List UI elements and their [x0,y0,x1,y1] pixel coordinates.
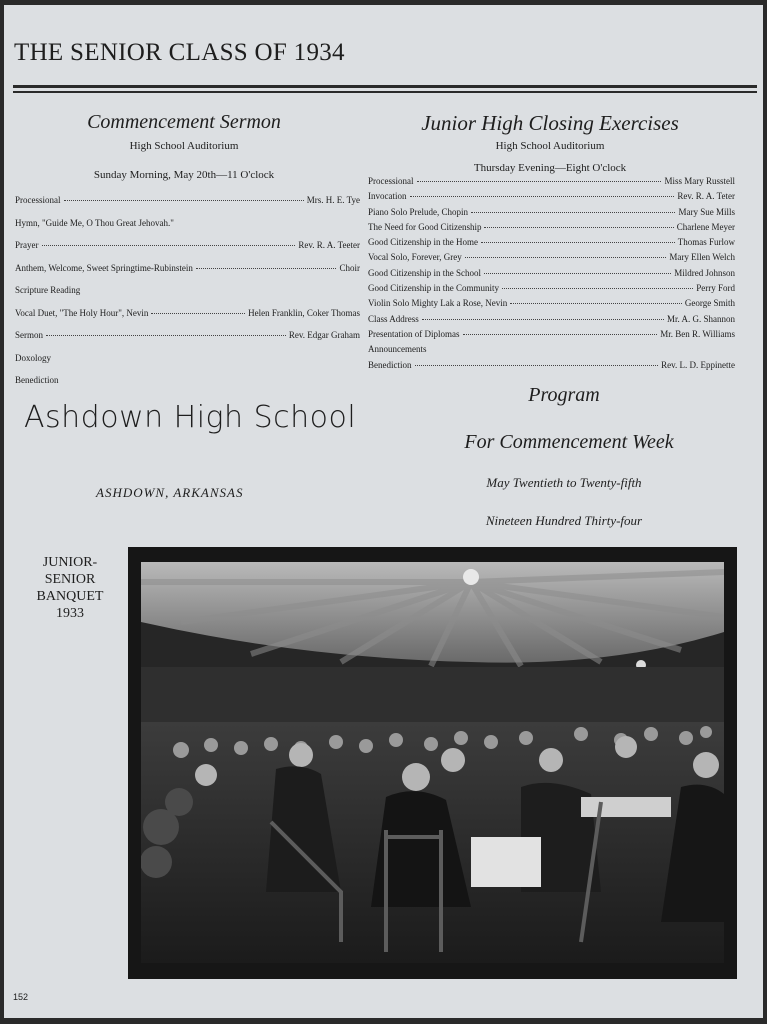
program-item-performer: Mr. Ben R. Williams [660,328,735,339]
title-rule-thick [13,85,757,88]
program-item [368,268,735,283]
program-item-performer: Perry Ford [696,283,735,294]
program-item-label: Class Address [368,313,419,324]
banquet-caption-line: 1933 [56,606,84,621]
program-item [368,314,735,329]
program-item-label: Piano Solo Prelude, Chopin [368,206,469,217]
program-item [15,218,360,241]
program-item [368,207,735,222]
program-item-label: Vocal Duet, "The Holy Hour", Nevin [15,307,149,318]
program-item [15,240,360,263]
leader-dots [196,267,337,269]
banquet-caption-line: BANQUET [36,589,104,604]
leader-dots [417,180,662,182]
program-item-performer: Mildred Johnson [674,267,735,278]
banquet-caption [14,554,126,622]
leader-dots [422,318,664,320]
program-item-performer: Miss Mary Russtell [664,176,735,186]
program-item-performer: Mary Sue Mills [678,206,735,217]
program-item [368,252,735,267]
program-item-label: Announcements [368,344,427,355]
program-item-label: Anthem, Welcome, Sweet Springtime-Rubinstein [15,262,193,273]
program-item [15,330,360,353]
banquet-photo [141,562,724,963]
banquet-photo-frame [128,547,737,979]
program-item [368,329,735,344]
school-location: ASHDOWN, ARKANSAS [96,485,244,500]
program-item-label: Good Citizenship in the School [368,267,481,278]
program-item [15,353,360,376]
banquet-photo-illustration [141,562,724,963]
program-item-performer: Helen Franklin, Coker Thomas [248,307,360,318]
closing-location: High School Auditorium [495,140,605,152]
program-item-performer: Choir [339,262,360,273]
leader-dots [481,241,675,243]
leader-dots [471,211,675,213]
leader-dots [42,244,296,246]
leader-dots [46,334,286,336]
leader-dots [463,333,658,335]
program-item-label: Processional [15,195,61,205]
program-item-performer: Mrs. H. E. Tye [306,195,360,205]
school-name: Ashdown High School [24,400,357,435]
program-item [368,283,735,298]
program-item-performer: Rev. Edgar Graham [288,330,360,340]
yearbook-page [4,5,763,1018]
program-item [368,360,735,375]
program-item [15,263,360,286]
program-item-performer: Rev. R. A. Teeter [298,240,360,250]
program-item-label: Sermon [15,330,43,340]
program-year: Nineteen Hundred Thirty-four [485,513,643,528]
program-item-label: Doxology [15,352,51,363]
leader-dots [502,287,693,289]
program-subtitle: For Commencement Week [464,431,674,453]
leader-dots [415,364,659,366]
sermon-location: High School Auditorium [129,140,239,152]
program-title: Program [528,384,600,406]
program-item-label: Processional [368,176,414,186]
program-item-label: Benediction [15,375,59,385]
sermon-program-list [15,195,360,398]
program-item-label: Hymn, "Guide Me, O Thou Great Jehovah." [15,217,174,228]
program-item-label: Benediction [368,359,412,370]
page-title: THE SENIOR CLASS OF 1934 [14,39,345,66]
closing-heading: Junior High Closing Exercises [421,111,679,135]
program-item [368,191,735,206]
program-item-performer: Charlene Meyer [676,221,735,232]
sermon-time: Sunday Morning, May 20th—11 O'clock [93,169,275,181]
program-item [368,176,735,191]
program-item-label: Good Citizenship in the Community [368,283,499,294]
program-item [15,195,360,218]
program-item [15,285,360,308]
page-number: 152 [13,992,29,1002]
closing-time: Thursday Evening—Eight O'clock [473,162,627,174]
leader-dots [151,312,245,314]
program-item-performer: Mr. A. G. Shannon [666,313,735,324]
program-item-label: Vocal Solo, Forever, Grey [368,252,462,263]
leader-dots [510,302,682,304]
program-item-label: Scripture Reading [15,285,81,295]
program-dates: May Twentieth to Twenty-fifth [486,475,642,490]
program-item [15,308,360,331]
program-item-performer: Rev. R. A. Teter [677,191,735,202]
program-item-label: Good Citizenship in the Home [368,237,478,248]
program-item-performer: George Smith [684,298,735,309]
program-item [368,222,735,237]
banquet-caption-line: JUNIOR- [42,555,98,570]
title-rule-thin [13,91,757,93]
program-item-performer: Rev. L. D. Eppinette [661,359,735,370]
program-item [368,237,735,252]
program-item-performer: Mary Ellen Welch [669,252,735,263]
leader-dots [465,256,667,258]
program-item-performer: Thomas Furlow [677,237,735,248]
program-item-label: Violin Solo Mighty Lak a Rose, Nevin [368,298,508,309]
sermon-heading: Commencement Sermon [87,111,281,133]
leader-dots [410,195,675,197]
banquet-caption-line: SENIOR [44,572,96,587]
program-item [368,344,735,359]
leader-dots [484,272,671,274]
leader-dots [484,226,673,228]
program-item-label: Presentation of Diplomas [368,328,460,339]
closing-program-list [368,176,735,375]
program-item-label: Prayer [15,240,39,250]
leader-dots [64,199,304,201]
program-item [15,375,360,398]
program-item-label: The Need for Good Citizenship [368,221,482,232]
program-item-label: Invocation [368,191,407,202]
program-item [368,298,735,313]
